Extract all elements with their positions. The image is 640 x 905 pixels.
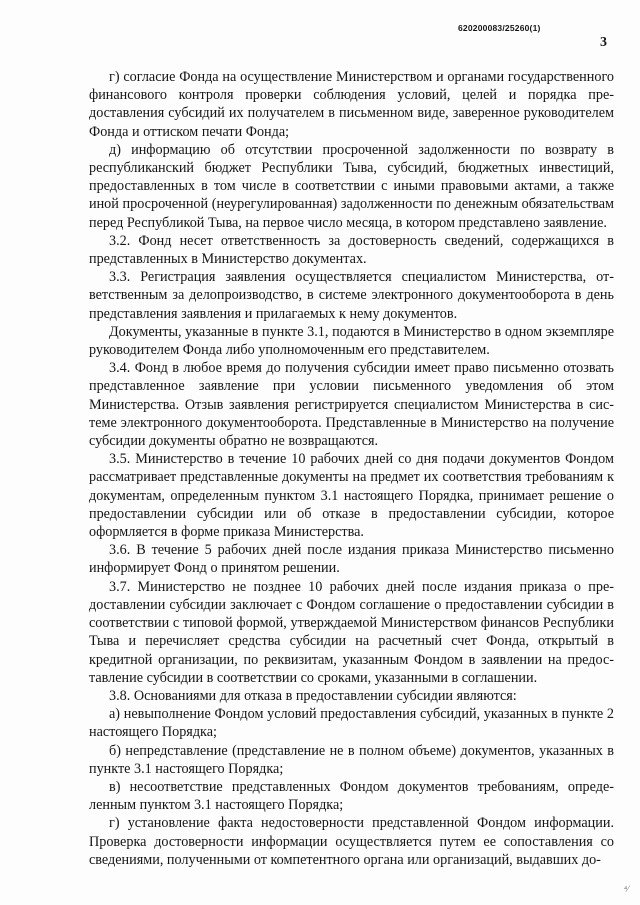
paragraph-3-5: 3.5. Министерство в течение 10 рабочих дней со дня подачи документов Фондом рассматривает представленные документы на предмет их соответствия требованиям к документам, определенным пунктом 3.1 настоящего Порядка, принимает решение о предоставлении субсидии или об отказе в предоставлении субсидии, которое оформляется в форме приказа Министерства. — [89, 451, 614, 541]
paragraph-documents-submission: Документы, указанные в пункте 3.1, подаются в Министерство в одном экземпляре руководителем Фонда либо уполномоченным его представителем. — [89, 323, 614, 359]
paragraph-v-noncompliance: в) несоответствие представленных Фондом документов требованиям, определенным пунктом 3.1 настоящего Порядка; — [89, 778, 614, 814]
scan-mark: ⁴⁄ — [624, 884, 629, 894]
paragraph-3-7: 3.7. Министерство не позднее 10 рабочих дней после издания приказа о предоставлении субсидии заключает с Фондом соглашение о предоставлении субсидии в соответствии с типовой формой, утверждаемой Министерством финансов Республики Тыва и перечисляет средства субсидии на расчетный счет Фонда, открытый в кредитной организации, по реквизитам, указанным Фондом в заявлении на предоставление субсидии в соответствии со сроками, указанными в соглашении. — [89, 578, 614, 686]
paragraph-a-nonfulfillment: а) невыполнение Фондом условий предоставления субсидий, указанных в пункте 2 настоящего Порядка; — [89, 706, 614, 741]
paragraph-d-debt-info: д) информацию об отсутствии просроченной задолженности по возврату в республиканский бюджет Республики Тыва, субсидий, бюджетных инвестиций, предоставленных в том числе в соответствии с иными правовыми актами, а также иной просроченной (неурегулированная) задолженности по денежным обязательствам перед Республикой Тыва, на первое число месяца, в котором представлено заявление. — [89, 141, 614, 231]
paragraph-3-6: 3.6. В течение 5 рабочих дней после издания приказа Министерство письменно информирует Фонд о принятом решении. — [89, 542, 614, 577]
paragraph-3-8: 3.8. Основаниями для отказа в предоставлении субсидии являются: — [109, 687, 517, 704]
paragraph-3-4: 3.4. Фонд в любое время до получения субсидии имеет право письменно отозвать представленное заявление при условии письменного уведомления об этом Министерства. Отзыв заявления регистрируется специалистом Министерства в системе электронного документооборота. Представленные в Министерство на получение субсидии документы обратно не возвращаются. — [89, 360, 614, 450]
document-id: 620200083/25260(1) — [458, 23, 541, 33]
paragraph-3-3: 3.3. Регистрация заявления осуществляется специалистом Министерства, ответственным за делопроизводство, в системе электронного документооборота в день представления заявления и прилагаемых к нему документов. — [89, 269, 614, 322]
document-body — [89, 68, 614, 869]
paragraph-g-consent: г) согласие Фонда на осуществление Министерством и органами государственного финансового контроля проверки соблюдения условий, целей и порядка предоставления субсидий их получателем в письменном виде, заверенное руководителем Фонда и оттиском печати Фонда; — [89, 69, 614, 140]
page-number: 3 — [600, 35, 607, 50]
paragraph-b-nonsubmission: б) непредставление (представление не в полном объеме) документов, указанных в пункте 3.1 настоящего Порядка; — [89, 742, 614, 777]
paragraph-g-inaccuracy: г) установление факта недостоверности представленной Фондом информации. Проверка достоверности информации осуществляется путем ее сопоставления со сведениями, полученными от компетентного органа или организаций, выдавших до- — [89, 815, 614, 868]
paragraph-3-2: 3.2. Фонд несет ответственность за достоверность сведений, содержащихся в представленных в Министерство документах. — [89, 232, 614, 268]
